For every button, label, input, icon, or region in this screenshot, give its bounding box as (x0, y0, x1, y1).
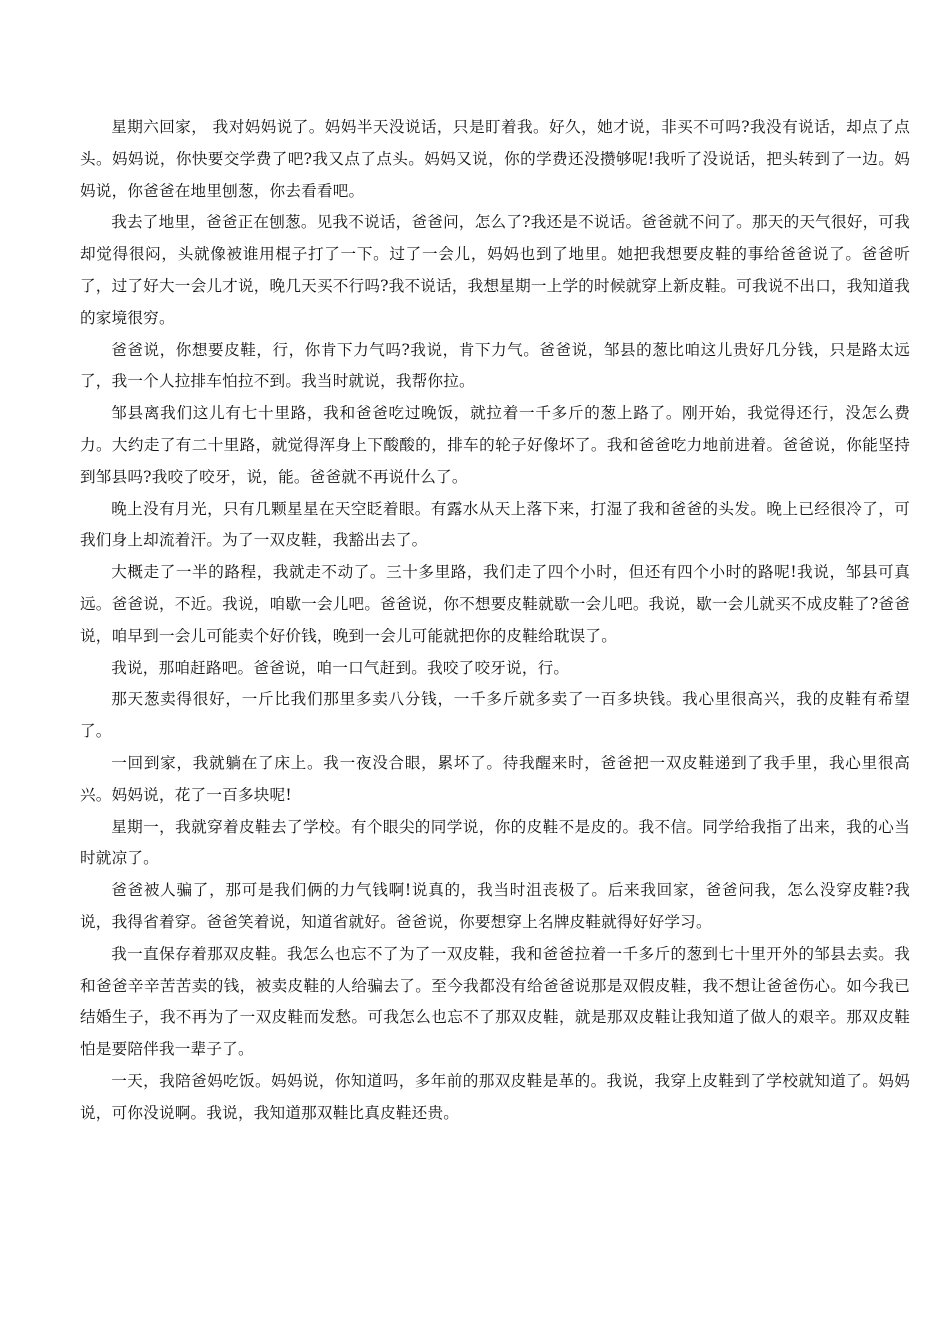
document-page (80, 112, 910, 1130)
paragraph-2: 我去了地里，爸爸正在刨葱。见我不说话，爸爸问，怎么了?我还是不说话。爸爸就不问了。那天的天气很好，可我却觉得很闷，头就像被谁用棍子打了一下。过了一会儿，妈妈也到了地里。她把我想要皮鞋的事给爸爸说了。爸爸听了，过了好大一会儿才说，晚几天买不行吗?我不说话，我想星期一上学的时候就穿上新皮鞋。可我说不出口，我知道我的家境很穷。 (80, 213, 910, 327)
paragraph-12: 我一直保存着那双皮鞋。我怎么也忘不了为了一双皮鞋，我和爸爸拉着一千多斤的葱到七十里开外的邹县去卖。我和爸爸辛辛苦苦卖的钱，被卖皮鞋的人给骗去了。至今我都没有给爸爸说那是双假皮鞋，我不想让爸爸伤心。如今我已结婚生子，我不再为了一双皮鞋而发愁。可我怎么也忘不了那双皮鞋，就是那双皮鞋让我知道了做人的艰辛。那双皮鞋怕是要陪伴我一辈子了。 (80, 944, 910, 1059)
paragraph-4: 邹县离我们这儿有七十里路，我和爸爸吃过晚饭，就拉着一千多斤的葱上路了。刚开始，我觉得还行，没怎么费力。大约走了有二十里路，就觉得浑身上下酸酸的，排车的轮子好像坏了。我和爸爸吃力地前进着。爸爸说，你能坚持到邹县吗?我咬了咬牙，说，能。爸爸就不再说什么了。 (80, 404, 910, 486)
paragraph-6: 大概走了一半的路程，我就走不动了。三十多里路，我们走了四个小时，但还有四个小时的路呢!我说，邹县可真远。爸爸说，不近。我说，咱歇一会儿吧。爸爸说，你不想要皮鞋就歇一会儿吧。我说，歇一会儿就买不成皮鞋了?爸爸说，咱早到一会儿可能卖个好价钱，晚到一会儿可能就把你的皮鞋给耽误了。 (80, 563, 910, 645)
paragraph-5: 晚上没有月光，只有几颗星星在天空眨着眼。有露水从天上落下来，打湿了我和爸爸的头发。晚上已经很冷了，可我们身上却流着汗。为了一双皮鞋，我豁出去了。 (80, 499, 910, 550)
paragraph-13: 一天，我陪爸妈吃饭。妈妈说，你知道吗，多年前的那双皮鞋是革的。我说，我穿上皮鞋到了学校就知道了。妈妈说，可你没说啊。我说，我知道那双鞋比真皮鞋还贵。 (80, 1071, 910, 1122)
paragraph-1: 星期六回家， 我对妈妈说了。妈妈半天没说话，只是盯着我。好久，她才说，非买不可吗?我没有说话，却点了点头。妈妈说，你快要交学费了吧?我又点了点头。妈妈又说，你的学费还没攒够呢!我听了没说话，把头转到了一边。妈妈说，你爸爸在地里刨葱，你去看看吧。 (80, 118, 910, 200)
paragraph-7: 我说，那咱赶路吧。爸爸说，咱一口气赶到。我咬了咬牙说，行。 (111, 658, 570, 677)
paragraph-8: 那天葱卖得很好，一斤比我们那里多卖八分钱，一千多斤就多卖了一百多块钱。我心里很高兴，我的皮鞋有希望了。 (80, 690, 910, 741)
paragraph-11: 爸爸被人骗了，那可是我们俩的力气钱啊!说真的，我当时沮丧极了。后来我回家，爸爸问我，怎么没穿皮鞋?我说，我得省着穿。爸爸笑着说，知道省就好。爸爸说，你要想穿上名牌皮鞋就得好好学习。 (80, 881, 910, 931)
paragraph-9: 一回到家，我就躺在了床上。我一夜没合眼，累坏了。待我醒来时，爸爸把一双皮鞋递到了我手里，我心里很高兴。妈妈说，花了一百多块呢! (80, 753, 910, 804)
paragraph-10: 星期一，我就穿着皮鞋去了学校。有个眼尖的同学说，你的皮鞋不是皮的。我不信。同学给我指了出来，我的心当时就凉了。 (80, 817, 910, 868)
paragraph-3: 爸爸说，你想要皮鞋，行，你肯下力气吗?我说，肯下力气。爸爸说，邹县的葱比咱这儿贵好几分钱，只是路太远了，我一个人拉排车怕拉不到。我当时就说，我帮你拉。 (80, 340, 910, 391)
